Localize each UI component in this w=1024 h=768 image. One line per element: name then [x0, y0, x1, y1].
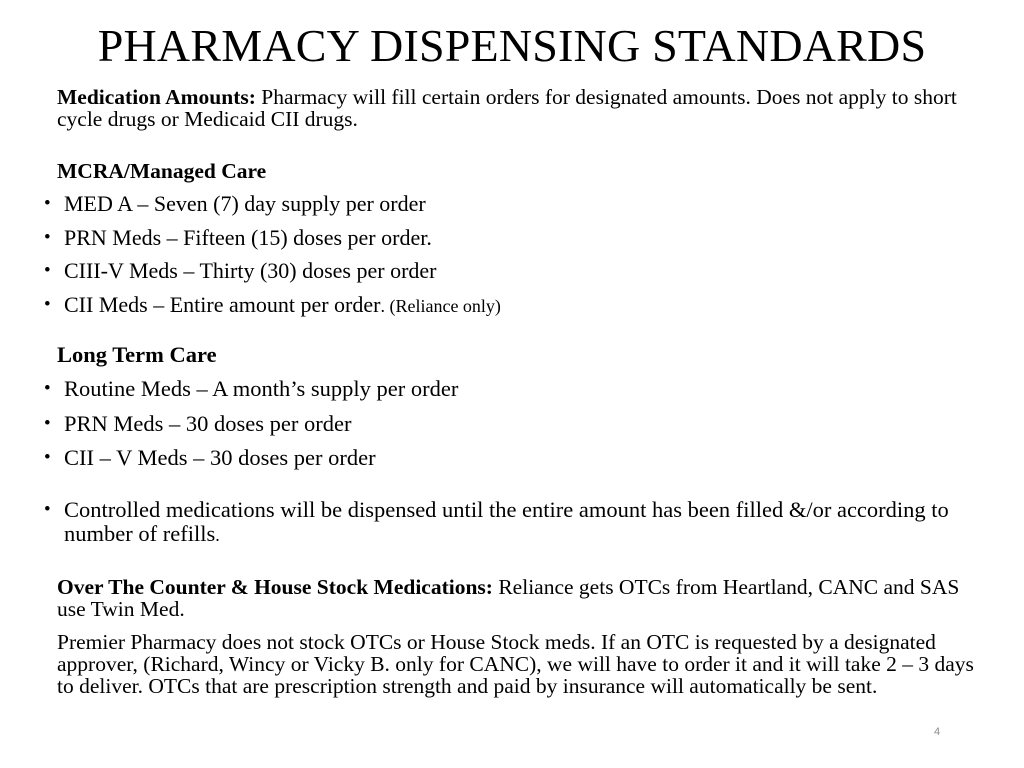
list-item-text: CII – V Meds – 30 doses per order [64, 445, 376, 470]
list-item-text: CIII-V Meds – Thirty (30) doses per order [64, 258, 437, 283]
slide-title: PHARMACY DISPENSING STANDARDS [97, 20, 927, 71]
list-item [0, 187, 1000, 221]
bullet-icon: • [44, 412, 51, 434]
controlled-medications-text: Controlled medications will be dispensed until the entire amount has been filled &/or according to number of refills [64, 497, 949, 546]
list-item-text: Routine Meds – A month’s supply per order [64, 376, 459, 401]
otc-label: Over The Counter & House Stock Medications: [57, 575, 493, 599]
otc-text: Reliance gets OTCs from Heartland, CANC and SAS use Twin Med. [57, 575, 960, 621]
medication-amounts-paragraph [57, 86, 987, 130]
list-item-text: MED A – Seven (7) day supply per order [64, 191, 426, 216]
bullet-icon: • [44, 193, 51, 214]
long-term-care-list [0, 372, 1000, 476]
list-item [0, 288, 1000, 324]
list-item [0, 407, 1000, 442]
bullet-icon: • [44, 447, 51, 468]
bullet-icon: • [44, 378, 51, 399]
premier-paragraph: Premier Pharmacy does not stock OTCs or House Stock meds. If an OTC is requested by a designated approver, (Richard, Wincy or Vicky B. only for CANC), we will have to order it and it will take 2 – 3 days to deliver. OTCs that are prescription strength and paid by insurance will automatically be sent. [57, 630, 974, 698]
bullet-icon: • [44, 226, 51, 248]
controlled-medications-end: . [215, 525, 220, 545]
list-item [0, 254, 1000, 288]
bullet-icon: • [44, 293, 51, 315]
reliance-note: . (Reliance only) [380, 295, 501, 316]
otc-paragraph [57, 576, 987, 620]
list-item-text: PRN Meds – 30 doses per order [64, 410, 352, 436]
list-item-text: CII Meds – Entire amount per order [64, 291, 381, 317]
bullet-icon: • [44, 499, 51, 520]
mcra-heading: MCRA/Managed Care [57, 159, 267, 183]
list-item [0, 441, 1000, 476]
list-item-text: PRN Meds – Fifteen (15) doses per order. [64, 224, 432, 250]
list-item [0, 221, 1000, 255]
list-item [0, 372, 1000, 407]
medication-amounts-text: Pharmacy will fill certain orders for designated amounts. Does not apply to short cycle drugs or Medicaid CII drugs. [57, 85, 957, 131]
medication-amounts-label: Medication Amounts: [57, 85, 256, 109]
controlled-medications-paragraph [0, 498, 960, 547]
bullet-icon: • [44, 260, 51, 281]
page-number: 4 [934, 726, 941, 738]
mcra-list [0, 187, 1000, 323]
long-term-care-heading: Long Term Care [57, 342, 217, 367]
